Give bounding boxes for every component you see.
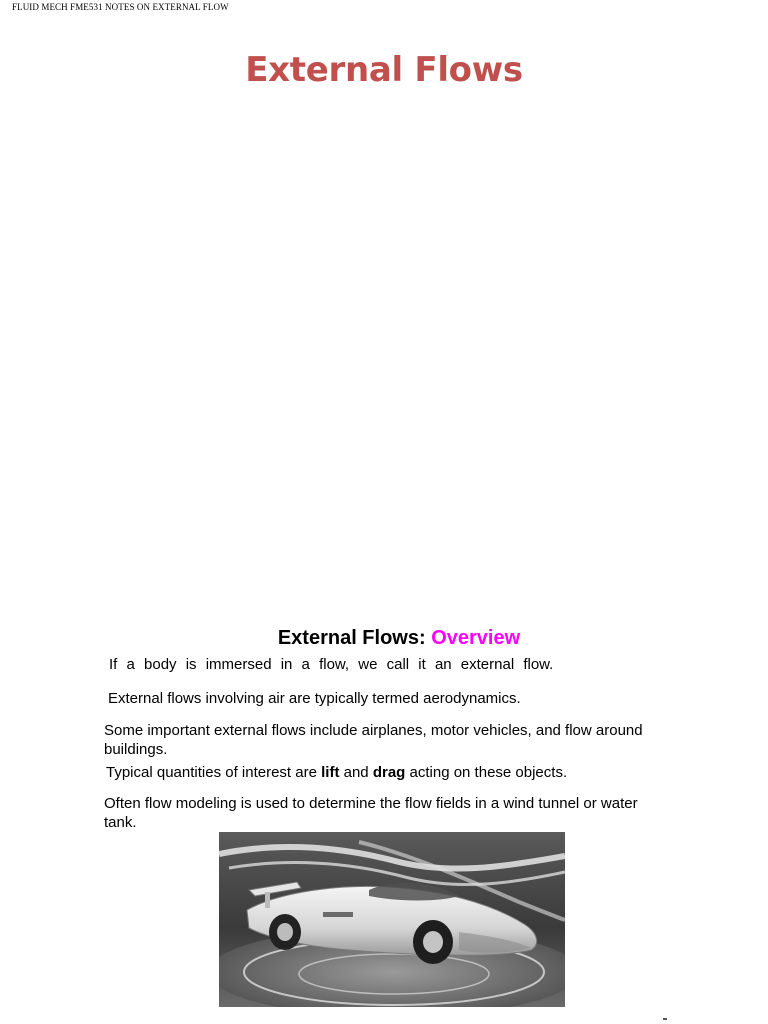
paragraph-immersed-body: If a body is immersed in a flow, we call it an external flow. bbox=[109, 656, 554, 673]
paragraph-examples: Some important external flows include airplanes, motor vehicles, and flow around buildings. bbox=[104, 722, 643, 758]
car-front-hub bbox=[423, 931, 443, 953]
lift-drag-text-end: acting on these objects. bbox=[405, 764, 568, 781]
section-title bbox=[0, 627, 768, 650]
running-header: FLUID MECH FME531 NOTES ON EXTERNAL FLOW bbox=[12, 2, 229, 12]
page-corner-mark bbox=[663, 1018, 667, 1020]
drag-term: drag bbox=[372, 764, 406, 781]
paragraph-lift-drag bbox=[106, 763, 567, 782]
paragraph-aerodynamics: External flows involving air are typically termed aerodynamics. bbox=[108, 690, 521, 707]
car-side-decal bbox=[323, 912, 353, 917]
section-title-accent: Overview bbox=[431, 627, 521, 649]
lift-drag-text-start: Typical quantities of interest are bbox=[106, 764, 322, 781]
wind-tunnel-car-photo bbox=[219, 832, 565, 1007]
lift-term: lift bbox=[321, 764, 340, 781]
paragraph-flow-modeling: Often flow modeling is used to determine the flow fields in a wind tunnel or water tank. bbox=[104, 795, 638, 831]
section-title-prefix: External Flows: bbox=[277, 627, 426, 649]
page-title: External Flows bbox=[245, 50, 523, 90]
lift-drag-text-mid: and bbox=[339, 764, 373, 781]
car-rear-hub bbox=[277, 923, 293, 941]
car-wing-strut bbox=[265, 892, 270, 908]
